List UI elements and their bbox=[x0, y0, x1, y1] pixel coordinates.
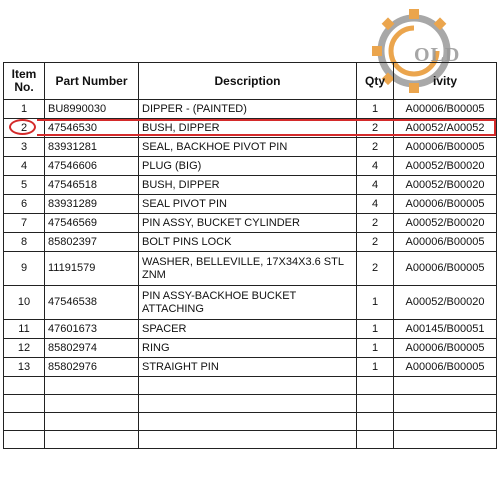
qty: 2 bbox=[357, 233, 394, 252]
description: DIPPER - (PAINTED) bbox=[139, 100, 357, 119]
description: BUSH, DIPPER bbox=[139, 176, 357, 195]
qty: 1 bbox=[357, 100, 394, 119]
table-row bbox=[4, 252, 497, 286]
activity: A00052/B00020 bbox=[394, 176, 497, 195]
item-no: 3 bbox=[4, 138, 45, 157]
table-row bbox=[4, 286, 497, 320]
part-number: 83931281 bbox=[45, 138, 139, 157]
activity: A00006/B00005 bbox=[394, 339, 497, 358]
table-row bbox=[4, 195, 497, 214]
qty: 2 bbox=[357, 214, 394, 233]
header-qty: Qty bbox=[357, 63, 394, 100]
qty: 2 bbox=[357, 252, 394, 286]
activity: A00006/B00005 bbox=[394, 138, 497, 157]
description: PIN ASSY-BACKHOE BUCKET ATTACHING bbox=[139, 286, 357, 320]
table-row bbox=[4, 176, 497, 195]
activity: A00006/B00005 bbox=[394, 100, 497, 119]
qty: 1 bbox=[357, 339, 394, 358]
table-row bbox=[4, 358, 497, 377]
part-number: 47546569 bbox=[45, 214, 139, 233]
activity: A00052/B00020 bbox=[394, 286, 497, 320]
description: STRAIGHT PIN bbox=[139, 358, 357, 377]
activity: A00006/B00005 bbox=[394, 358, 497, 377]
qty: 4 bbox=[357, 157, 394, 176]
table-row bbox=[4, 339, 497, 358]
description: SEAL, BACKHOE PIVOT PIN bbox=[139, 138, 357, 157]
header-activity: ivity bbox=[394, 63, 497, 100]
item-no: 9 bbox=[4, 252, 45, 286]
activity: A00006/B00005 bbox=[394, 233, 497, 252]
table-row bbox=[4, 100, 497, 119]
item-no: 13 bbox=[4, 358, 45, 377]
part-number: 85802976 bbox=[45, 358, 139, 377]
qty: 1 bbox=[357, 286, 394, 320]
table-row bbox=[4, 233, 497, 252]
qty: 4 bbox=[357, 176, 394, 195]
description: RING bbox=[139, 339, 357, 358]
part-number: 85802974 bbox=[45, 339, 139, 358]
blank-row bbox=[4, 413, 497, 431]
table-row bbox=[4, 157, 497, 176]
part-number: 47546518 bbox=[45, 176, 139, 195]
part-number: 47546606 bbox=[45, 157, 139, 176]
description: BOLT PINS LOCK bbox=[139, 233, 357, 252]
item-no: 7 bbox=[4, 214, 45, 233]
blank-row bbox=[4, 377, 497, 395]
header-row bbox=[4, 63, 497, 100]
part-number: 47601673 bbox=[45, 320, 139, 339]
activity: A00052/A00052 bbox=[394, 119, 497, 138]
item-no: 4 bbox=[4, 157, 45, 176]
activity: A00052/B00020 bbox=[394, 214, 497, 233]
item-no: 10 bbox=[4, 286, 45, 320]
item-no: 5 bbox=[4, 176, 45, 195]
description: PIN ASSY, BUCKET CYLINDER bbox=[139, 214, 357, 233]
qty: 1 bbox=[357, 358, 394, 377]
qty: 2 bbox=[357, 138, 394, 157]
activity: A00006/B00005 bbox=[394, 195, 497, 214]
part-number: 11191579 bbox=[45, 252, 139, 286]
qty: 1 bbox=[357, 320, 394, 339]
part-number: 85802397 bbox=[45, 233, 139, 252]
blank-row bbox=[4, 395, 497, 413]
qty: 4 bbox=[357, 195, 394, 214]
item-no: 11 bbox=[4, 320, 45, 339]
item-no: 2 bbox=[4, 119, 45, 138]
item-no: 12 bbox=[4, 339, 45, 358]
description: WASHER, BELLEVILLE, 17X34X3.6 STL ZNM bbox=[139, 252, 357, 286]
activity: A00052/B00020 bbox=[394, 157, 497, 176]
activity: A00145/B00051 bbox=[394, 320, 497, 339]
item-no: 8 bbox=[4, 233, 45, 252]
blank-row bbox=[4, 431, 497, 449]
description: SEAL PIVOT PIN bbox=[139, 195, 357, 214]
description: BUSH, DIPPER bbox=[139, 119, 357, 138]
header-part-number: Part Number bbox=[45, 63, 139, 100]
item-no: 1 bbox=[4, 100, 45, 119]
header-description: Description bbox=[139, 63, 357, 100]
header-item-no: Item No. bbox=[4, 63, 45, 100]
part-number: BU8990030 bbox=[45, 100, 139, 119]
table-row bbox=[4, 138, 497, 157]
table-row bbox=[4, 214, 497, 233]
table-row bbox=[4, 320, 497, 339]
qty: 2 bbox=[357, 119, 394, 138]
item-2-circle-highlight bbox=[9, 119, 36, 135]
part-number: 83931289 bbox=[45, 195, 139, 214]
part-number: 47546538 bbox=[45, 286, 139, 320]
part-number: 47546530 bbox=[45, 119, 139, 138]
item-no: 6 bbox=[4, 195, 45, 214]
description: PLUG (BIG) bbox=[139, 157, 357, 176]
description: SPACER bbox=[139, 320, 357, 339]
row-2-highlight-box bbox=[37, 119, 496, 136]
activity: A00006/B00005 bbox=[394, 252, 497, 286]
logo-text: OLD bbox=[414, 44, 461, 66]
